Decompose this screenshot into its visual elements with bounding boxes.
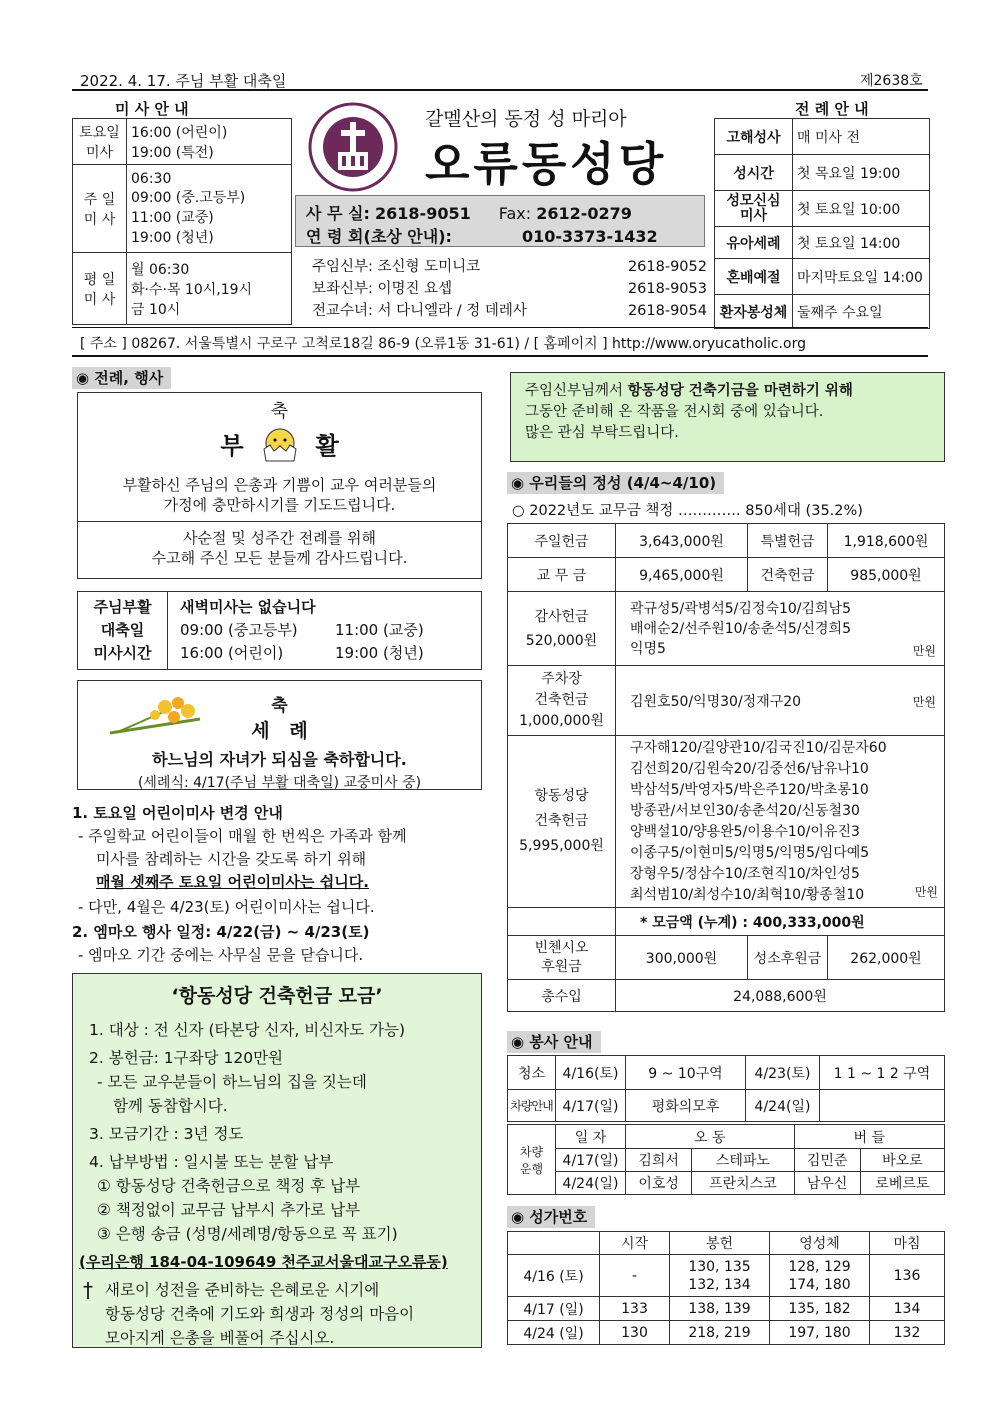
cross-icon: † — [83, 1278, 93, 1302]
hymn-table: 시작 봉헌 영성체 마침 4/16 (토) - 130, 135 132, 134 128, 129 174, 180 136 4/17 (일) 133 138, 139 135, 182 134 4/24 (일) 130 218, 219 197, 180 132 — [507, 1231, 945, 1345]
rites-title: 전 례 안 내 — [795, 100, 869, 118]
parish-subtitle: 갈멜산의 동정 성 마리아 — [425, 108, 627, 130]
parish-seal-logo — [308, 102, 398, 192]
issue-date: 2022. 4. 17. 주님 부활 대축일 — [80, 72, 287, 90]
liturgy-section-title: ◉ 전례, 행사 — [72, 367, 171, 389]
address-rule — [72, 355, 928, 357]
hymn-section-title: ◉ 성가번호 — [507, 1206, 595, 1228]
mass-title: 미 사 안 내 — [115, 100, 189, 118]
clergy-item: 주임신부: 조신형 도미니코 2618-9052 — [312, 259, 707, 275]
offering-table: 주일헌금 3,643,000원 특별헌금 1,918,600원 교 무 금 9,465,000원 건축헌금 985,000원 감사헌금 520,000원 곽규성5/곽병석5/김정숙10/김희남5 배애순2/선주원10/송춘석5/신경희5 익명5 만원 주차장 건축헌금 1,000,000원 김원호50/익명30/정재구20 만원 항동성당 건축헌금 5,995,000원 구자해120/길양관10/김국진10/김문자60 김선희20/김원숙20/김중선6/남유나10 박삼석5/박영자5/박은주120/박초롱10 방종관/서보인30/송춘석20/신동철30 양백설10/양용완5/이용수10/이유진3 이종구5/이현미5/익명5/익명5/임다예5 장형우5/정삼수10/조현직10/차인성5 최석범10/최성수10/최혁10/황종철10 만원 * 모금액 (누계) : 400,333,000원 빈첸시오 후원금 300,000원 성소후원금 262,000원 총수입 24,088,600원 — [507, 523, 945, 1012]
parish-name: 오류동성당 — [425, 137, 668, 191]
clergy-item: 보좌신부: 이명진 요셉 2618-9053 — [312, 281, 707, 297]
notices: 1. 토요일 어린이미사 변경 안내 - 주일학교 어린이들이 매월 한 번씩은 가족과 함께 미사를 참례하는 시간을 갖도록 하기 위해 매월 셋째주 토요일 어린이미사는 쉽니다. - 다만, 4월은 4/23(토) 어린이미사는 쉽니다. 2. 엠마오 행사 일정: 4/22(금) ~ 4/23(토) - 엠마오 기간 중에는 사무실 문을 닫습니다. — [72, 804, 407, 964]
rites-table: 고해성사 매 미사 전 성시간 첫 목요일 19:00 성모신심 미사 첫 토요일 10:00 유아세례 첫 토요일 14:00 혼배예절 마지막토요일 14:00 환자봉성체 둘째주 수요일 — [714, 118, 930, 329]
header-rule-bottom — [72, 327, 928, 328]
office-box: 사 무 실: 2618-9051 Fax: 2612-0279 연 령 회(초상 안내): 010-3373-1432 — [295, 195, 705, 247]
exhibit-box: 주임신부님께서 항동성당 건축기금을 마련하기 위해 그동안 준비해 온 작품을 전시회 중에 있습니다. 많은 관심 부탁드립니다. — [510, 372, 945, 462]
quota-line: ○ 2022년도 교무금 책정 …………. 850세대 (35.2%) — [512, 503, 863, 519]
easter-box: 축 부 활 부활하신 주님의 은총과 기쁨이 교우 여러분들의 가정에 충만하시기를 기도드립니다. 사순절 및 성주간 전례를 위해 수고해 주신 모든 분들께 감사드립니다. — [77, 392, 482, 579]
issue-number: 제2638호 — [860, 73, 923, 89]
easter-mass-table: 주님부활 대축일 미사시간 새벽미사는 없습니다 09:00 (중고등부) 11:00 (교중) 16:00 (어린이) 19:00 (청년) — [77, 591, 482, 670]
homepage-link[interactable]: http://www.oryucatholic.org — [611, 336, 806, 352]
car-service-table: 차량 운행 일 자 오 동 버 들 4/17(일) 김희서 스테파노 김민준 바오로 4/24(일) 이호성 프란치스코 남우신 로베르토 — [507, 1124, 945, 1195]
clergy-item: 전교수녀: 서 다니엘라 / 정 데레사 2618-9054 — [312, 303, 707, 319]
flower-bouquet-icon — [100, 689, 210, 741]
service-table: 청소 4/16(토) 9 ~ 10구역 4/23(토) 1 1 ~ 1 2 구역 차량안내 4/17(일) 평화의모후 4/24(일) — [507, 1055, 945, 1122]
fund-box: ‘항동성당 건축헌금 모금’ 1. 대상 : 전 신자 (타본당 신자, 비신자도 가능) 2. 봉헌금: 1구좌당 120만원 - 모든 교우분들이 하느님의 집을 짓는데 함께 동참합시다. 3. 모금기간 : 3년 정도 4. 납부방법 : 일시불 또는 분할 납부 ① 항동성당 건축헌금으로 책정 후 납부 ② 책정없이 교무금 납부시 추가로 납부 ③ 은행 송금 (성명/세례명/항동으로 꼭 표기) (우리은행 184-04-109649 천주교서울대교구오류동) † 새로이 성전을 준비하는 은혜로운 시기에 항동성당 건축에 기도와 희생과 정성의 마음이 모아지게 은총을 베풀어 주십시오. — [72, 973, 482, 1348]
offering-section-title: ◉ 우리들의 정성 (4/4~4/10) — [507, 472, 724, 494]
service-section-title: ◉ 봉사 안내 — [507, 1031, 601, 1053]
address-line: [ 주소 ] 08267. 서울특별시 구로구 고척로18길 86-9 (오류1동 31-61) / [ 홈페이지 ] http://www.oryucatholic.org — [80, 336, 806, 352]
easter-chick-icon — [258, 423, 302, 463]
baptism-box: 축 세 례 하느님의 자녀가 되심을 축하합니다. (세례식: 4/17(주님 부활 대축일) 교중미사 중) — [77, 680, 482, 790]
header-rule — [72, 89, 928, 91]
mass-table: 토요일 미사 16:00 (어린이) 19:00 (특전) 주 일 미 사 06:30 09:00 (중.고등부) 11:00 (교중) 19:00 (청년) 평 일 미 사 월 06:30 화·수·목 10시,19시 금 10시 — [72, 118, 292, 325]
clergy-list — [312, 256, 707, 322]
